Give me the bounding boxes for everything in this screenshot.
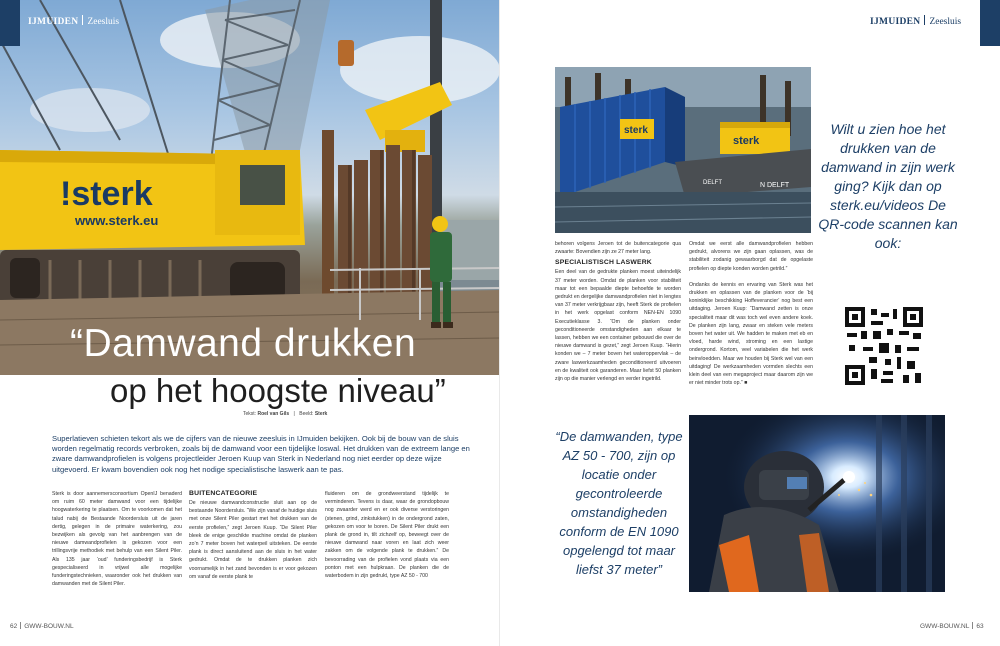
body-column-1 bbox=[52, 490, 182, 588]
intro-paragraph: Superlatieven schieten tekort als we de cijfers van de nieuwe zeesluis in IJmuiden bekijken. Ook bij de bouw van de sluis worden regelmatig records verbroken, zoals bij de damwand voor een tijdelijke loswal. Het drukken van de extreem lange en zware damwandprofielen is volgens projectleider Jeroen Kuup van Sterk in Nederland nog niet eerder op deze wijze uitgevoerd. Er kwam bovendien ook nog het nodige specialistische laswerk aan te pas. bbox=[52, 434, 470, 474]
pull-quote: “De damwanden, type AZ 50 - 700, zijn op locatie onder gecontroleerde omstandigheden conform de EN 1090 opgelengd tot maar liefst 37 meter” bbox=[555, 429, 683, 577]
right-page-number: 63 bbox=[976, 623, 984, 630]
deck-container-brand: sterk bbox=[733, 135, 760, 147]
subheading-buitencategorie: BUITENCATEGORIE bbox=[189, 490, 258, 497]
headline-line-1: “Damwand drukken bbox=[70, 322, 417, 365]
byline-photo-label: Beeld: bbox=[299, 411, 314, 417]
right-column-2-text bbox=[689, 281, 813, 388]
left-header-tag bbox=[28, 15, 119, 27]
right-column-1-lead: behoren volgens Jeroen tot de buitencategorie qua zwaarte: Bovendien zijn ze 27 meter lang. bbox=[555, 241, 681, 256]
hero-photo-crane bbox=[0, 0, 500, 375]
welding-photo bbox=[689, 415, 945, 592]
byline-text-author: Roel van Gils bbox=[257, 411, 290, 417]
right-header-tag bbox=[870, 15, 961, 27]
body-column-2 bbox=[189, 490, 317, 581]
right-body-column-1 bbox=[555, 240, 681, 383]
barge-photo-illustration bbox=[555, 67, 811, 233]
left-header-topic: Zeesluis bbox=[87, 17, 120, 27]
right-column-1-text: Een deel van de gedrukte planken moest uiteindelijk 37 meter worden. Omdat de planken voor stabiliteit maar tot een bepaalde diepte behoefde te worden gedrukt en dergelijke damwandprofielen niet in lengtes van 37 meter verkrijgbaar zijn, heeft Sterk de profielen in het werk opgelast conform NEN-EN 1090 Executieklasse 3. “Om de planken onder geconditioneerde omstandigheden aan elkaar te lassen, hebben we een container gebouwd die over de nieuwe damwand is gezet,” zegt Jeroen Kuup. “Hierin konden we – 7 meter boven het wateroppervlak – de zware laswerkzaamheden geconditioneerd uitvoeren en de kwaliteit ook garanderen. Maar liefst 50 planken zijn op die manier verlengd en verder ingetrild. bbox=[555, 269, 681, 383]
hero-photo-illustration bbox=[0, 0, 500, 375]
right-column-2-body: Ondanks de kennis en ervaring van Sterk was het drukken en oplassen van de planken voor de ‘bij koninklijke beschikking Hoffeverancier’ nog best een uitdaging. Jeroen Kuup: “Damwand zetten is onze specialiteit maar dit was toch wel even andere koek. De planken zijn lang, zwaar en steken vele meters boven het water uit. We hadden te maken met eb en vloed, harde wind, stroming en een lastige ondergrond. Kortom, veel variabelen die het werk beinvloedden. Maar we houden bij Sterk wel van een uitdaging! De werkzaamheden vormden slechts een klein deel van een megaproject maar daarom zijn we er niet minder trots op.” bbox=[689, 281, 813, 387]
qr-code-icon[interactable] bbox=[845, 307, 923, 385]
headline-line-2: op het hoogste niveau” bbox=[110, 372, 446, 409]
body-column-2-text: De nieuwe damwandconstructie sluit aan op de bestaande Noordersluis. “We zijn vanaf de huidige sluis met onze Silent Piler gestart met het drukken van de eerste profielen,” zegt Jeroen Kuup. “De Silent Piler bleek de enige geschikte machine omdat de planken zo’n 7 meter boven het waterpeil uitsteken. De eerste plank is direct aansluitend aan de sluis in het water gedrukt. Omdat de te drukken planken zich voornamelijk in het zand bevonden is er voor gekozen om vanaf de eerste plank te bbox=[189, 500, 317, 580]
left-page-number: 62 bbox=[10, 623, 18, 630]
body-column-3-text: fluideren om de grondweerstand tijdelijk te verminderen. Tevens is daar, waar de grondopbouw nog zwaarder werd en er ook diverse verstoringen (stenen, grind, zinkstukken) in de ondergrond zaten, gekozen om voor te boren. De Silent Piler drukt een plank de grond in, tilt zichzelf op, beweegt over de nieuwe damwand naar voren en laat zich weer zakken om de volgende plank te drukken.” De bevoorrading van de profielen vond plaats via een ponton met een hulpkraan. De planken die de waterbodem in zijn gedrukt, type AZ 50 - 700 bbox=[325, 491, 449, 580]
hull-text-1: DELFT bbox=[703, 180, 723, 186]
barge-container-brand: sterk bbox=[624, 125, 648, 136]
right-header-section: IJMUIDEN bbox=[870, 17, 921, 27]
left-header-divider bbox=[82, 15, 83, 25]
byline-photo-author: Sterk bbox=[314, 411, 328, 417]
crane-url-text: www.sterk.eu bbox=[75, 213, 159, 228]
body-column-1-text: Sterk is door aannemersconsortium OpenIJ benaderd om ruim 60 meter damwand voor een tijdelijke hoogwaterkering te plaatsen. Om te voorkomen dat het talud nabij de Bestaande Noordersluis uit de jaren dertig, gelegen in de primaire waterkering, zou bezwijken als gevolg van het aanbrengen van de nieuwe damwandprofielen is gekozen voor een trillingsvrije methodiek met behulp van een Silent Piler. Als 135 jaar ‘oud’ funderingsbedrijf is Sterk gespecialiseerd in vrijwel alle mogelijke funderingstechnieken, waaronder ook het drukken van damwanden met de Silent Piler. bbox=[52, 491, 182, 588]
crane-brand-text: !sterk bbox=[60, 175, 153, 213]
right-folio-site: GWW-BOUW.NL bbox=[920, 623, 970, 630]
hull-text-2: N DELFT bbox=[760, 182, 790, 189]
left-header-section: IJMUIDEN bbox=[28, 17, 79, 27]
right-header-divider bbox=[924, 15, 925, 25]
video-callout: Wilt u zien hoe het drukken van de damwand in zijn werk ging? Kijk dan op sterk.eu/videos De QR-code scannen kan ook: bbox=[818, 121, 958, 251]
left-folio-site: GWW-BOUW.NL bbox=[24, 623, 74, 630]
right-corner-tab bbox=[980, 0, 1000, 46]
body-column-3 bbox=[325, 490, 449, 580]
article-end-mark: ■ bbox=[744, 380, 748, 387]
right-header-topic: Zeesluis bbox=[929, 17, 962, 27]
subheading-specialistisch-laswerk: SPECIALISTISCH LASWERK bbox=[555, 259, 652, 267]
byline-text-label: Tekst: bbox=[243, 411, 257, 417]
right-body-column-2 bbox=[689, 240, 813, 387]
right-column-2-lead: Omdat we eerst alle damwandprofielen hebben gedrukt, alvorens we zijn gaan oplassen, was de stabiliteit zodanig gewaarborgd dat de opgelaste profielen op diepte konden worden getrild.” bbox=[689, 241, 813, 272]
welding-photo-illustration bbox=[689, 415, 945, 592]
left-corner-tab bbox=[0, 0, 20, 46]
byline: Tekst: Roel van Gils | Beeld: Sterk bbox=[243, 411, 328, 417]
right-folio bbox=[920, 622, 984, 630]
right-page bbox=[500, 0, 1000, 646]
barge-photo bbox=[555, 67, 811, 233]
left-folio bbox=[10, 622, 74, 630]
